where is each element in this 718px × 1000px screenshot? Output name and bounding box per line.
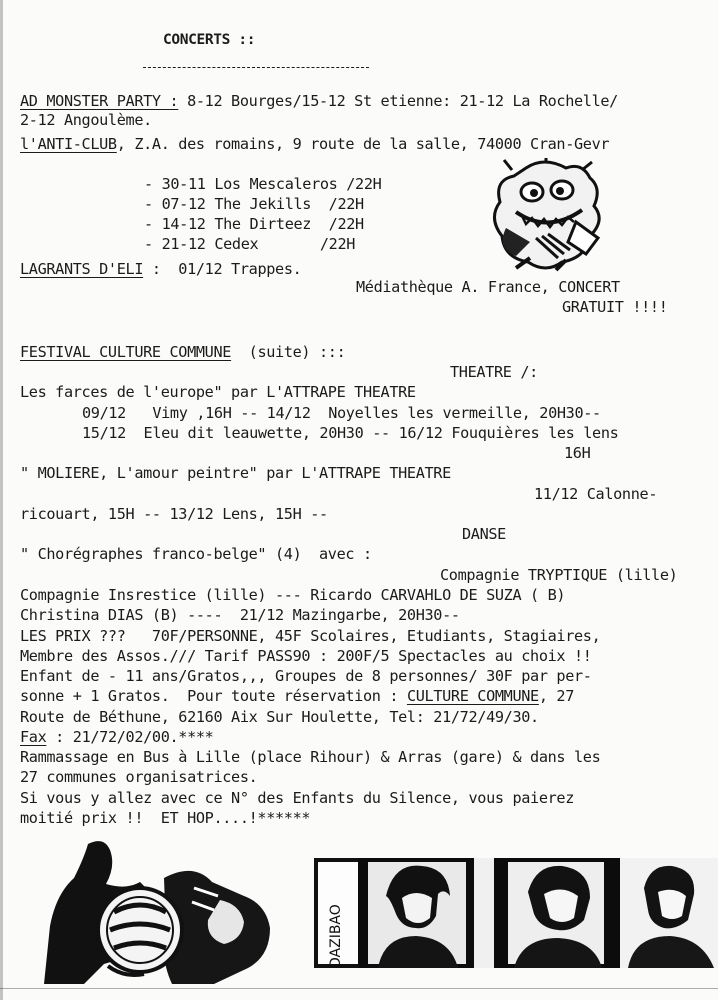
- flagrants-date: : 01/12 Trappes.: [143, 260, 302, 278]
- culture-commune-name: CULTURE COMMUNE: [406, 687, 539, 705]
- festival-line-5: " MOLIERE, L'amour peintre" par L'ATTRAPE THEATRE: [20, 464, 451, 482]
- danse-line-4: Christina DIAS (B) ---- 21/12 Mazingarbe, 20H30--: [20, 606, 460, 624]
- flagrants-venue: Médiathèque A. France, CONCERT: [356, 278, 620, 296]
- anticlub-date-2: - 07-12 The Jekills /22H: [144, 195, 364, 213]
- fax-line: [20, 728, 213, 746]
- festival-name: FESTIVAL CULTURE COMMUNE: [20, 343, 232, 361]
- festival-line-4: 16H: [564, 444, 591, 462]
- monster-dates: 8-12 Bourges/15-12 St etienne: 21-12 La Rochelle/: [178, 92, 618, 110]
- prices-line-1: LES PRIX ??? 70F/PERSONNE, 45F Scolaires, Etudiants, Stagiaires,: [20, 627, 601, 645]
- flagrants-line: [20, 260, 301, 278]
- scan-edge-left: [0, 0, 3, 1000]
- scan-edge-bottom: [0, 988, 718, 989]
- monster-party-logo-image: [44, 838, 272, 984]
- band-members-photo: [358, 858, 718, 968]
- prices-line-4: [20, 687, 574, 705]
- festival-line-2: 09/12 Vimy ,16H -- 14/12 Noyelles les vermeille, 20H30--: [82, 404, 601, 422]
- reservation-text: sonne + 1 Gratos. Pour toute réservation :: [20, 687, 399, 705]
- theatre-heading: THEATRE /:: [450, 363, 538, 381]
- monster-party-name: AD MONSTER PARTY :: [20, 92, 179, 110]
- anticlub-name: l'ANTI-CLUB: [20, 135, 117, 153]
- fax-number: : 21/72/02/00.****: [46, 728, 214, 746]
- dazibao-band-photo: [314, 858, 718, 968]
- bus-line-2: 27 communes organisatrices.: [20, 768, 258, 786]
- danse-line-1: " Chorégraphes franco-belge" (4) avec :: [20, 545, 372, 563]
- danse-heading: DANSE: [462, 525, 506, 543]
- monster-drawing-illustration: [486, 158, 610, 274]
- bus-line-1: Rammassage en Bus à Lille (place Rihour) & Arras (gare) & dans les: [20, 748, 601, 766]
- anticlub-address: , Z.A. des romains, 9 route de la salle, 74000 Cran-Gevr: [116, 135, 610, 153]
- danse-line-2: Compagnie TRYPTIQUE (lille): [440, 566, 678, 584]
- anticlub-address-line: [20, 135, 609, 153]
- culture-commune-number: , 27: [538, 687, 575, 705]
- address-line: Route de Béthune, 62160 Aix Sur Houlette, Tel: 21/72/49/30.: [20, 708, 539, 726]
- bus-line-4: moitié prix !! ET HOP....!******: [20, 809, 311, 827]
- festival-line-3: 15/12 Eleu dit leauwette, 20H30 -- 16/12 Fouquières les lens: [82, 424, 619, 442]
- anticlub-date-3: - 14-12 The Dirteez /22H: [144, 215, 364, 233]
- monster-line-2: 2-12 Angoulème.: [20, 111, 152, 129]
- festival-heading: [20, 343, 345, 361]
- dazibao-label: DAZIBAO: [328, 904, 344, 968]
- bus-line-3: Si vous y allez avec ce N° des Enfants du Silence, vous paierez: [20, 789, 575, 807]
- page-title: CONCERTS ::: [163, 32, 256, 48]
- prices-line-2: Membre des Assos./// Tarif PASS90 : 200F/5 Spectacles au choix !!: [20, 647, 592, 665]
- festival-line-6: 11/12 Calonne-: [534, 485, 658, 503]
- danse-line-3: Compagnie Insrestice (lille) --- Ricardo CARVAHLO DE SUZA ( B): [20, 586, 566, 604]
- festival-line-1: Les farces de l'europe" par L'ATTRAPE THEATRE: [20, 383, 416, 401]
- festival-suffix: (suite) :::: [231, 343, 346, 361]
- festival-line-7: ricouart, 15H -- 13/12 Lens, 15H --: [20, 505, 328, 523]
- anticlub-date-4: - 21-12 Cedex /22H: [144, 235, 356, 253]
- anticlub-date-1: - 30-11 Los Mescaleros /22H: [144, 175, 382, 193]
- flagrants-name: LAGRANTS D'ELI: [20, 260, 144, 278]
- fax-label: Fax: [20, 728, 47, 746]
- flagrants-free-note: GRATUIT !!!!: [562, 298, 668, 316]
- monster-line-1: [20, 92, 618, 110]
- prices-line-3: Enfant de - 11 ans/Gratos,,, Groupes de 8 personnes/ 30F par per-: [20, 667, 592, 685]
- title-underline: [143, 67, 369, 68]
